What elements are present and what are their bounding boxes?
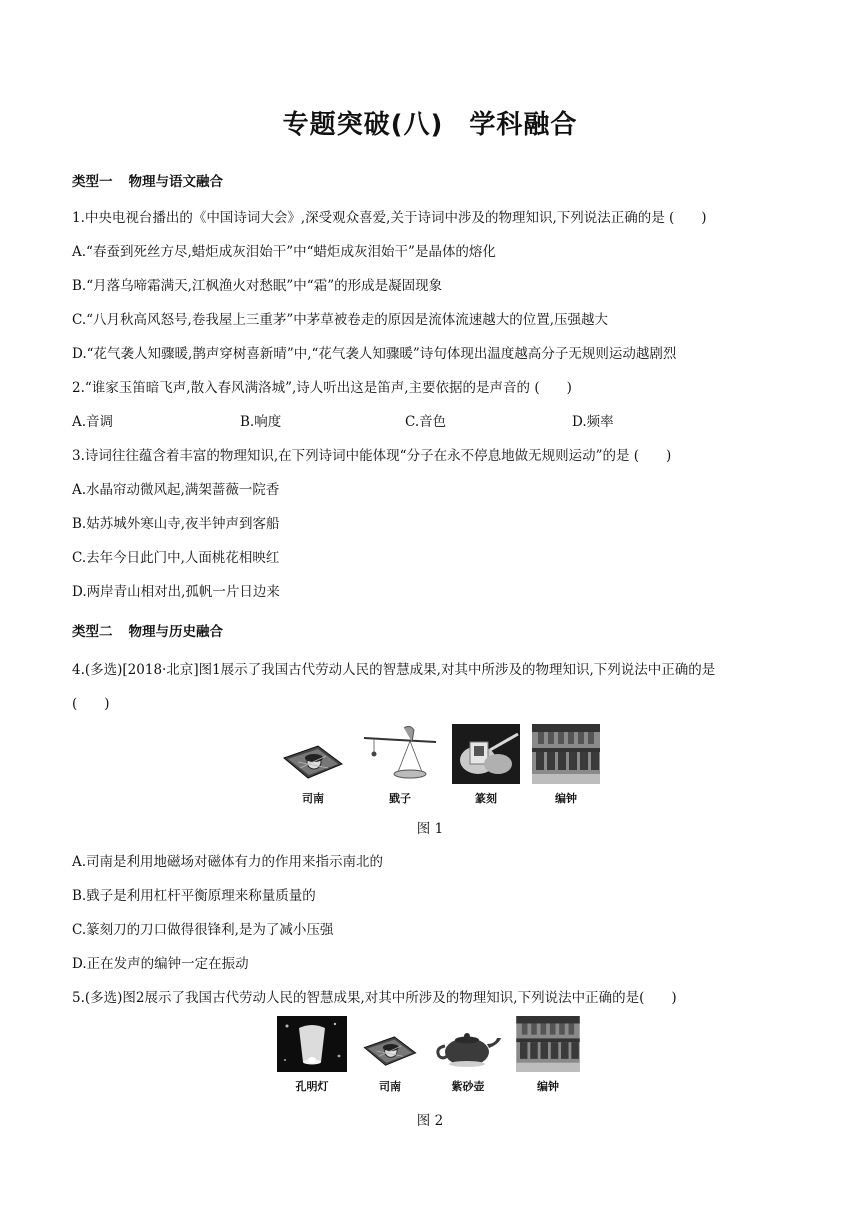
zhuanke-image xyxy=(452,724,520,784)
zisha-teapot-image xyxy=(433,1016,503,1072)
question-4-option-c: C.篆刻刀的刀口做得很锋利,是为了减小压强 xyxy=(72,922,334,938)
figure-2-item-bianzhong xyxy=(515,1016,581,1094)
question-1-option-c: C.“八月秋高风怒号,卷我屋上三重茅”中茅草被卷走的原因是流体流速越大的位置,压强越大 xyxy=(72,312,609,328)
section-heading-num: 类型二 xyxy=(72,624,113,640)
figure-1-item-sinan xyxy=(278,724,348,806)
question-4-option-a: A.司南是利用地磁场对磁体有力的作用来指示南北的 xyxy=(72,854,384,870)
figure-1 xyxy=(278,724,600,806)
figure-1-item-dengzi xyxy=(360,724,440,806)
figure-1-item-bianzhong xyxy=(532,724,600,806)
question-2-option-d: D.频率 xyxy=(572,414,614,430)
dengzi-image xyxy=(360,724,440,784)
question-3-option-a: A.水晶帘动微风起,满架蔷薇一院香 xyxy=(72,482,280,498)
question-3-stem: 3.诗词往往蕴含着丰富的物理知识,在下列诗词中能体现“分子在永不停息地做无规则运动”的是 ( ) xyxy=(72,448,672,464)
section-heading-2 xyxy=(72,620,223,640)
figure-1-item-zhuanke xyxy=(452,724,520,806)
question-2-option-b: B.响度 xyxy=(240,414,282,430)
figure-2-item-sinan xyxy=(359,1016,421,1094)
question-1-option-b: B.“月落乌啼霜满天,江枫渔火对愁眠”中“霜”的形成是凝固现象 xyxy=(72,278,443,294)
question-1-option-d: D.“花气袭人知骤暖,鹊声穿树喜新晴”中,“花气袭人知骤暖”诗句体现出温度越高分子无规则运动越剧烈 xyxy=(72,346,677,362)
sinan-image xyxy=(278,724,348,784)
section-heading-text: 物理与语文融合 xyxy=(128,174,223,190)
question-2-stem: 2.“谁家玉笛暗飞声,散入春风满洛城”,诗人听出这是笛声,主要依据的是声音的 ( ) xyxy=(72,380,572,396)
figure-2-label-zisha: 紫砂壶 xyxy=(451,1080,485,1093)
question-4-stem-bracket: ( ) xyxy=(72,696,110,712)
figure-1-label-bianzhong: 编钟 xyxy=(555,792,577,805)
question-2-option-c: C.音色 xyxy=(405,414,447,430)
figure-2-item-zisha xyxy=(433,1016,503,1094)
question-4-option-d: D.正在发声的编钟一定在振动 xyxy=(72,956,249,972)
question-2-options xyxy=(72,410,772,430)
section-heading-text: 物理与历史融合 xyxy=(128,624,223,640)
question-4-stem: 4.(多选)[2018·北京]图1展示了我国古代劳动人民的智慧成果,对其中所涉及的物理知识,下列说法中正确的是 xyxy=(72,662,716,678)
question-4-option-b: B.戥子是利用杠杆平衡原理来称量质量的 xyxy=(72,888,316,904)
figure-2-label-kongming: 孔明灯 xyxy=(295,1080,329,1093)
figure-2-label-bianzhong: 编钟 xyxy=(537,1080,559,1093)
question-3-option-b: B.姑苏城外寒山寺,夜半钟声到客船 xyxy=(72,516,280,532)
bianzhong-image xyxy=(515,1016,581,1072)
question-5-stem: 5.(多选)图2展示了我国古代劳动人民的智慧成果,对其中所涉及的物理知识,下列说法中正确的是( ) xyxy=(72,990,677,1006)
figure-2-caption: 图 2 xyxy=(416,1113,444,1129)
sinan-image xyxy=(359,1016,421,1072)
question-3-option-c: C.去年今日此门中,人面桃花相映红 xyxy=(72,550,280,566)
figure-1-label-dengzi: 戥子 xyxy=(389,792,411,805)
page-title xyxy=(0,104,860,141)
figure-1-label-sinan: 司南 xyxy=(302,792,324,805)
question-1-option-a: A.“春蚕到死丝方尽,蜡炬成灰泪始干”中“蜡炬成灰泪始干”是晶体的熔化 xyxy=(72,244,496,260)
section-heading-1 xyxy=(72,170,223,190)
figure-2 xyxy=(277,1016,581,1094)
question-2-option-a: A.音调 xyxy=(72,414,114,430)
figure-1-label-zhuanke: 篆刻 xyxy=(475,792,497,805)
question-1-stem: 1.中央电视台播出的《中国诗词大会》,深受观众喜爱,关于诗词中涉及的物理知识,下列说法正确的是 ( ) xyxy=(72,210,707,226)
figure-2-label-sinan: 司南 xyxy=(379,1080,401,1093)
page-title-sub: 学科融合 xyxy=(469,110,578,140)
question-3-option-d: D.两岸青山相对出,孤帆一片日边来 xyxy=(72,584,280,600)
bianzhong-image xyxy=(532,724,600,784)
section-heading-num: 类型一 xyxy=(72,174,113,190)
figure-2-item-kongming xyxy=(277,1016,347,1094)
page-title-main: 专题突破(八) xyxy=(282,110,444,140)
kongming-lantern-image xyxy=(277,1016,347,1072)
figure-1-caption: 图 1 xyxy=(416,821,444,837)
